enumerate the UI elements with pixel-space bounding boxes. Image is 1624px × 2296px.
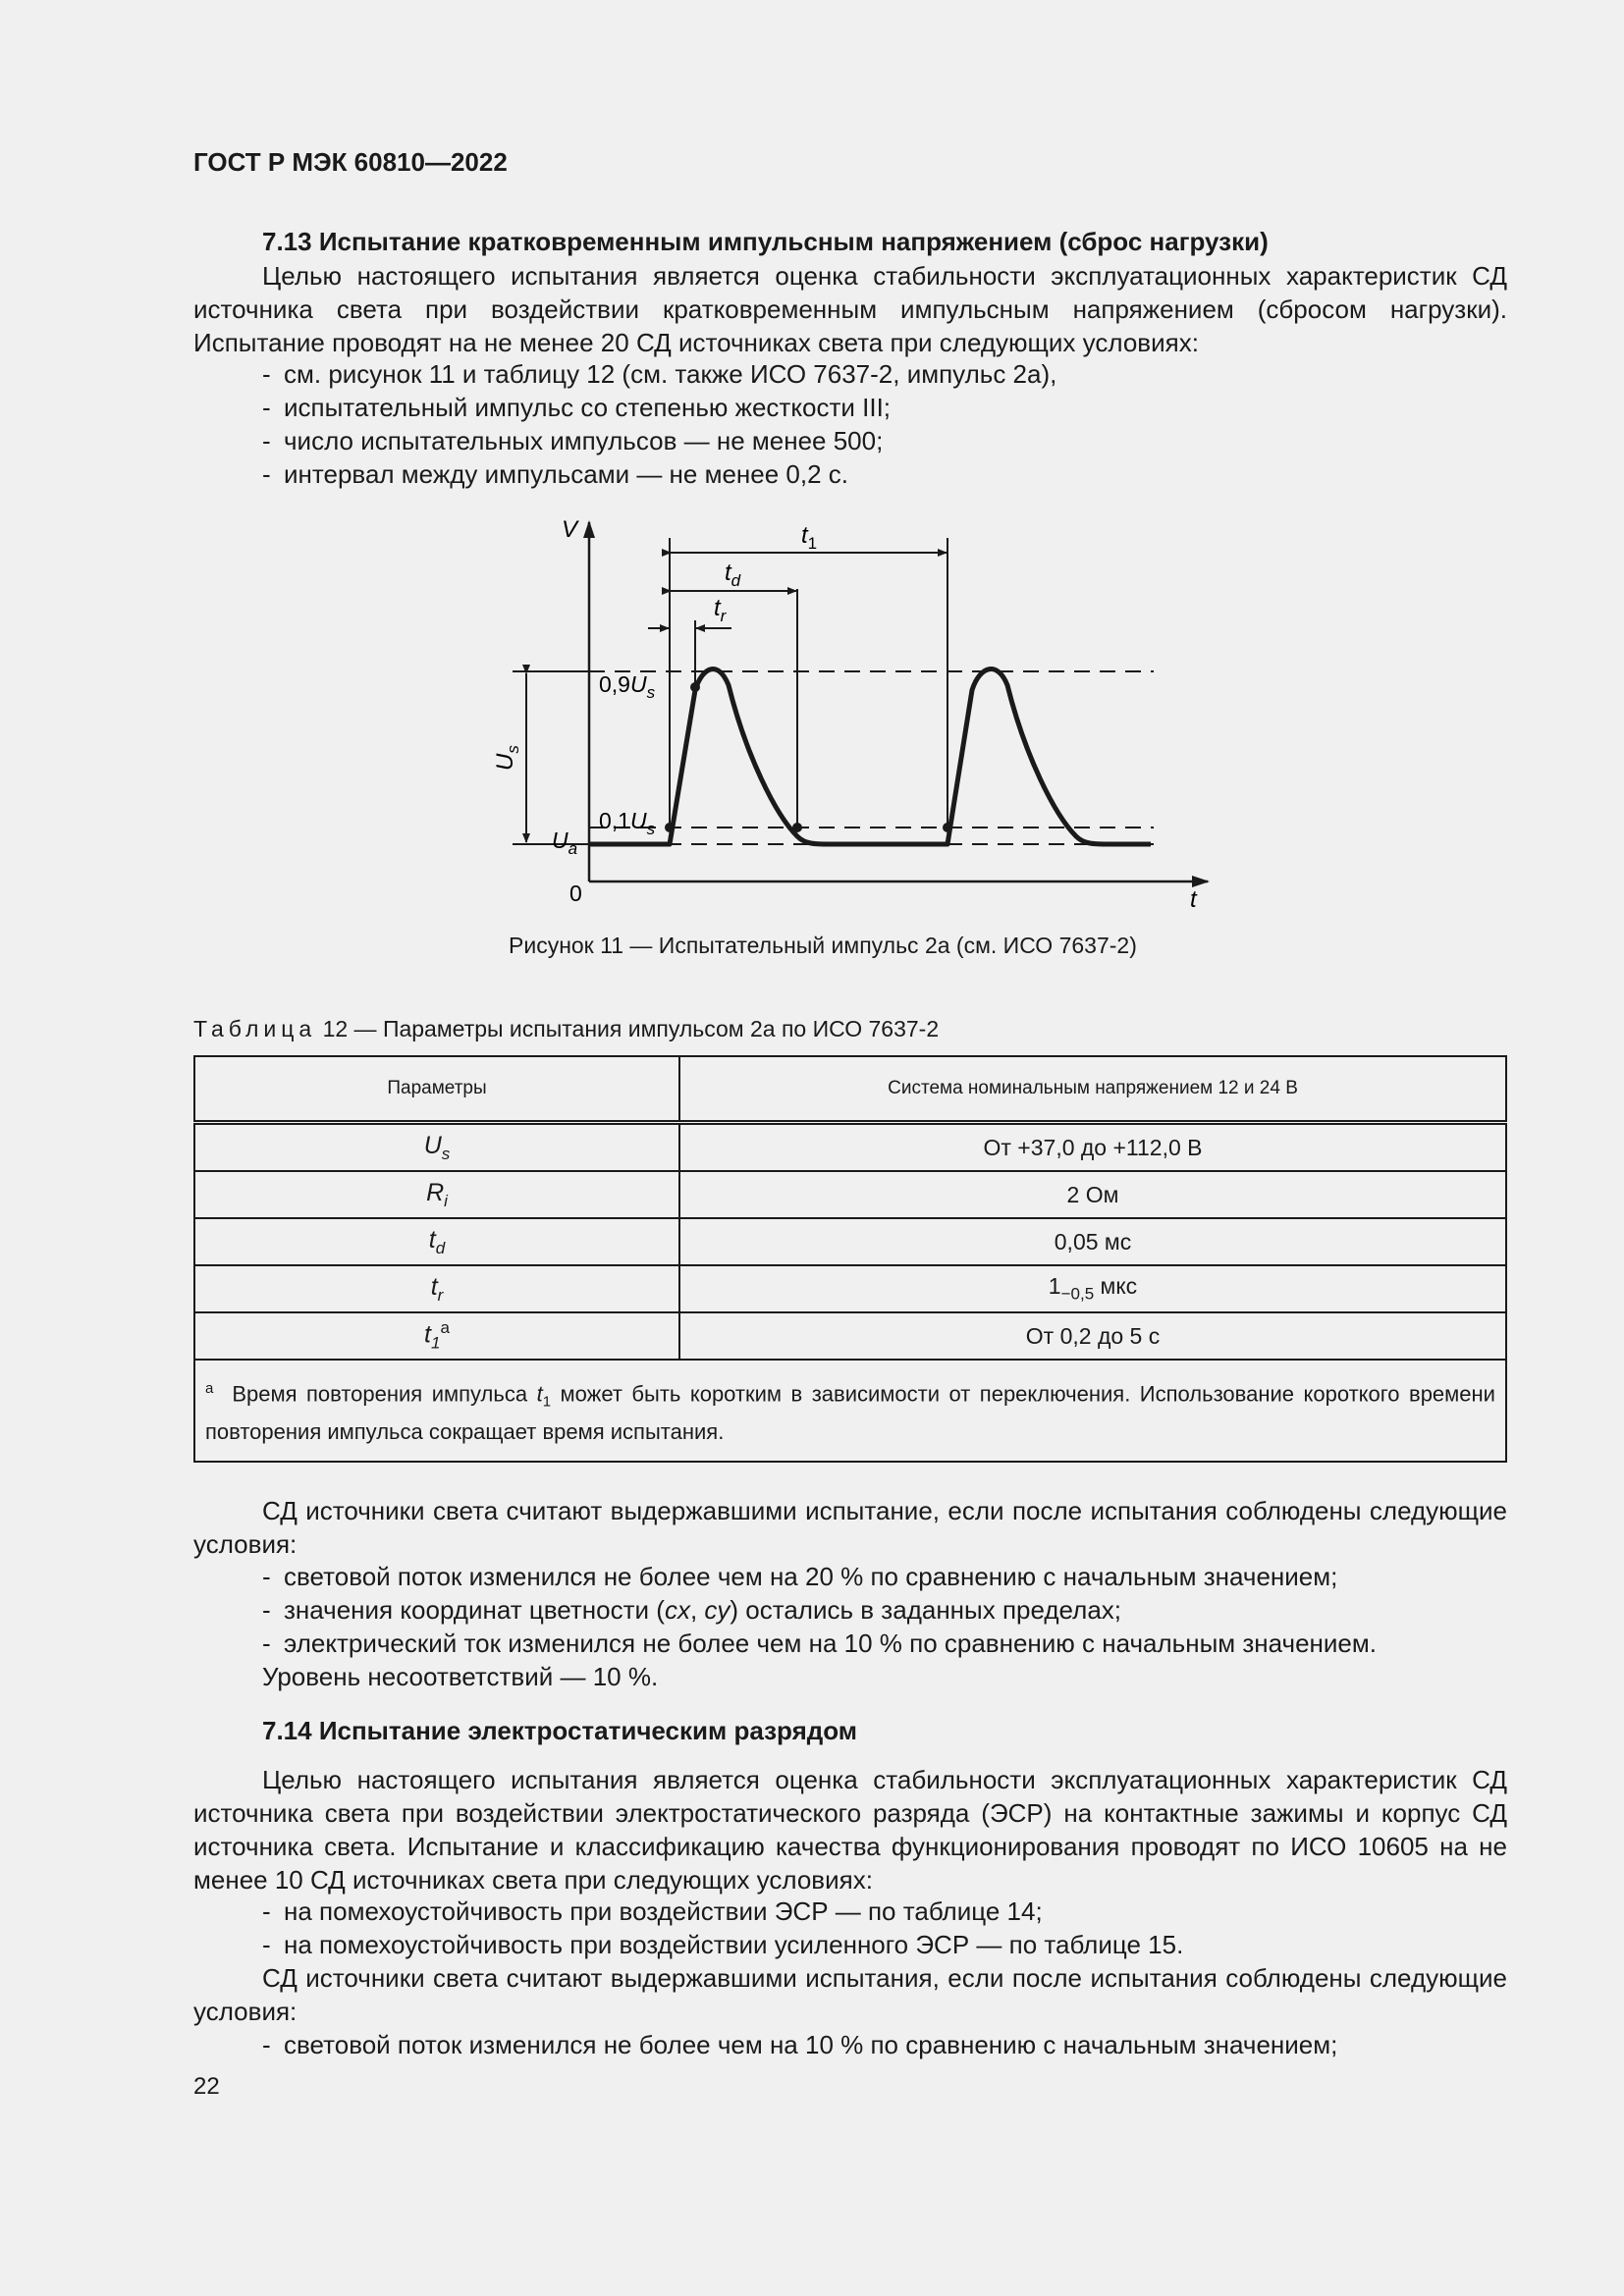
section-7-14-paragraph-2: СД источники света считают выдержавшими испытания, если после испытания соблюдены следующие условия: <box>193 1963 1507 2026</box>
list-item-text: испытательный импульс со степенью жесткости III; <box>284 393 892 422</box>
section-7-14-heading: 7.14 Испытание электростатическим разрядом <box>262 1716 858 1745</box>
param-symbol: $t_d$ <box>194 1218 679 1265</box>
param-symbol: $t_r$ <box>194 1265 679 1312</box>
page-number: 22 <box>193 2073 220 2100</box>
nonconformity-level: Уровень несоответствий — 10 %. <box>262 1662 659 1691</box>
table-row <box>194 1218 1506 1265</box>
list-item-text: световой поток изменился не более чем на 20 % по сравнению с начальным значением; <box>284 1562 1338 1591</box>
list-item: - на помехоустойчивость при воздействии ЭСР — по таблице 14; <box>262 1896 1043 1926</box>
list-item-text: на помехоустойчивость при воздействии ЭСР — по таблице 14; <box>284 1896 1043 1926</box>
table-header-row <box>194 1056 1506 1123</box>
document-header: ГОСТ Р МЭК 60810—2022 <box>193 147 508 177</box>
col-header-system: Система номинальным напряжением 12 и 24 В <box>679 1056 1506 1123</box>
list-item: - интервал между импульсами — не менее 0,2 с. <box>262 459 849 489</box>
list-item-text: световой поток изменился не более чем на 10 % по сравнению с начальным значением; <box>284 2030 1338 2059</box>
table-row <box>194 1171 1506 1218</box>
table-row <box>194 1312 1506 1360</box>
table-footnote: $^a$ Время повторения импульса $t_1$ может быть коротким в зависимости от переключения. Использование короткого времени повторения импульса сокращает время испытания. <box>194 1360 1506 1462</box>
origin-label: 0 <box>569 881 582 906</box>
level-01-label: $0,1U_s$ <box>599 808 656 838</box>
parameters-table <box>193 1055 1507 1463</box>
ua-label: $U_a$ <box>552 828 578 858</box>
results-paragraph: СД источники света считают выдержавшими испытание, если после испытания соблюдены следующие условия: <box>193 1496 1507 1559</box>
pulse-diagram <box>0 0 1624 942</box>
x-axis-label: t <box>1190 886 1197 913</box>
list-item: - число испытательных импульсов — не менее 500; <box>262 426 884 455</box>
tr-label: $t_r$ <box>714 595 727 625</box>
param-value: От 0,2 до 5 с <box>679 1312 1506 1360</box>
list-item: - значения координат цветности (cx, cy) остались в заданных пределах; <box>262 1595 1121 1625</box>
section-7-13-heading: 7.13 Испытание кратковременным импульсным напряжением (сброс нагрузки) <box>262 227 1269 256</box>
param-value: От +37,0 до +112,0 В <box>679 1123 1506 1172</box>
param-value: 0,05 мс <box>679 1218 1506 1265</box>
param-symbol: $R_i$ <box>194 1171 679 1218</box>
list-item: - электрический ток изменился не более чем на 10 % по сравнению с начальным значением. <box>262 1629 1377 1658</box>
figure-caption: Рисунок 11 — Испытательный импульс 2а (см. ИСО 7637-2) <box>509 933 1137 958</box>
table-row <box>194 1265 1506 1312</box>
param-symbol: $U_s$ <box>194 1123 679 1172</box>
table-row <box>194 1123 1506 1172</box>
level-09-label: $0,9U_s$ <box>599 671 656 702</box>
section-7-14-paragraph: Целью настоящего испытания является оценка стабильности эксплуатационных характеристик СД источника света при воздействии электростатического разряда (ЭСР) на контактные зажимы и корпус СД источника света. Испытание и классификацию качества функционирования проводят по ИСО 10605 на не менее 10 СД источниках света при следующих условиях: <box>193 1765 1507 1895</box>
list-item-text: см. рисунок 11 и таблицу 12 (см. также ИСО 7637-2, импульс 2а), <box>284 359 1057 389</box>
list-item: - см. рисунок 11 и таблицу 12 (см. также ИСО 7637-2, импульс 2а), <box>262 359 1057 389</box>
y-axis-label: V <box>562 516 578 543</box>
pulse-waveform <box>589 669 1151 844</box>
list-item-text: электрический ток изменился не более чем на 10 % по сравнению с начальным значением. <box>284 1629 1377 1658</box>
us-label: $U_s$ <box>492 745 522 771</box>
t1-label: $t_1$ <box>801 522 818 553</box>
list-item: - на помехоустойчивость при воздействии усиленного ЭСР — по таблице 15. <box>262 1930 1184 1959</box>
table-note-row <box>194 1360 1506 1462</box>
td-label: $t_d$ <box>725 560 741 590</box>
list-item: - испытательный импульс со степенью жесткости III; <box>262 393 892 422</box>
list-item-text: интервал между импульсами — не менее 0,2 с. <box>284 459 849 489</box>
param-value: $1_{-0,5}$ мкс <box>679 1265 1506 1312</box>
list-item-text: на помехоустойчивость при воздействии усиленного ЭСР — по таблице 15. <box>284 1930 1184 1959</box>
param-value: 2 Ом <box>679 1171 1506 1218</box>
param-symbol: $t_1^a$ <box>194 1312 679 1360</box>
table-caption: Таблица 12 — Параметры испытания импульсом 2а по ИСО 7637-2 <box>193 1016 940 1041</box>
list-item: - световой поток изменился не более чем на 20 % по сравнению с начальным значением; <box>262 1562 1338 1591</box>
col-header-params: Параметры <box>194 1056 679 1123</box>
list-item-text: число испытательных импульсов — не менее 500; <box>284 426 884 455</box>
list-item: - световой поток изменился не более чем на 10 % по сравнению с начальным значением; <box>262 2030 1338 2059</box>
section-7-13-paragraph: Целью настоящего испытания является оценка стабильности эксплуатационных характеристик СД источника света при воздействии кратковременным импульсным напряжением (сбросом нагрузки). Испытание проводят на не менее 20 СД источниках света при следующих условиях: <box>193 261 1507 357</box>
